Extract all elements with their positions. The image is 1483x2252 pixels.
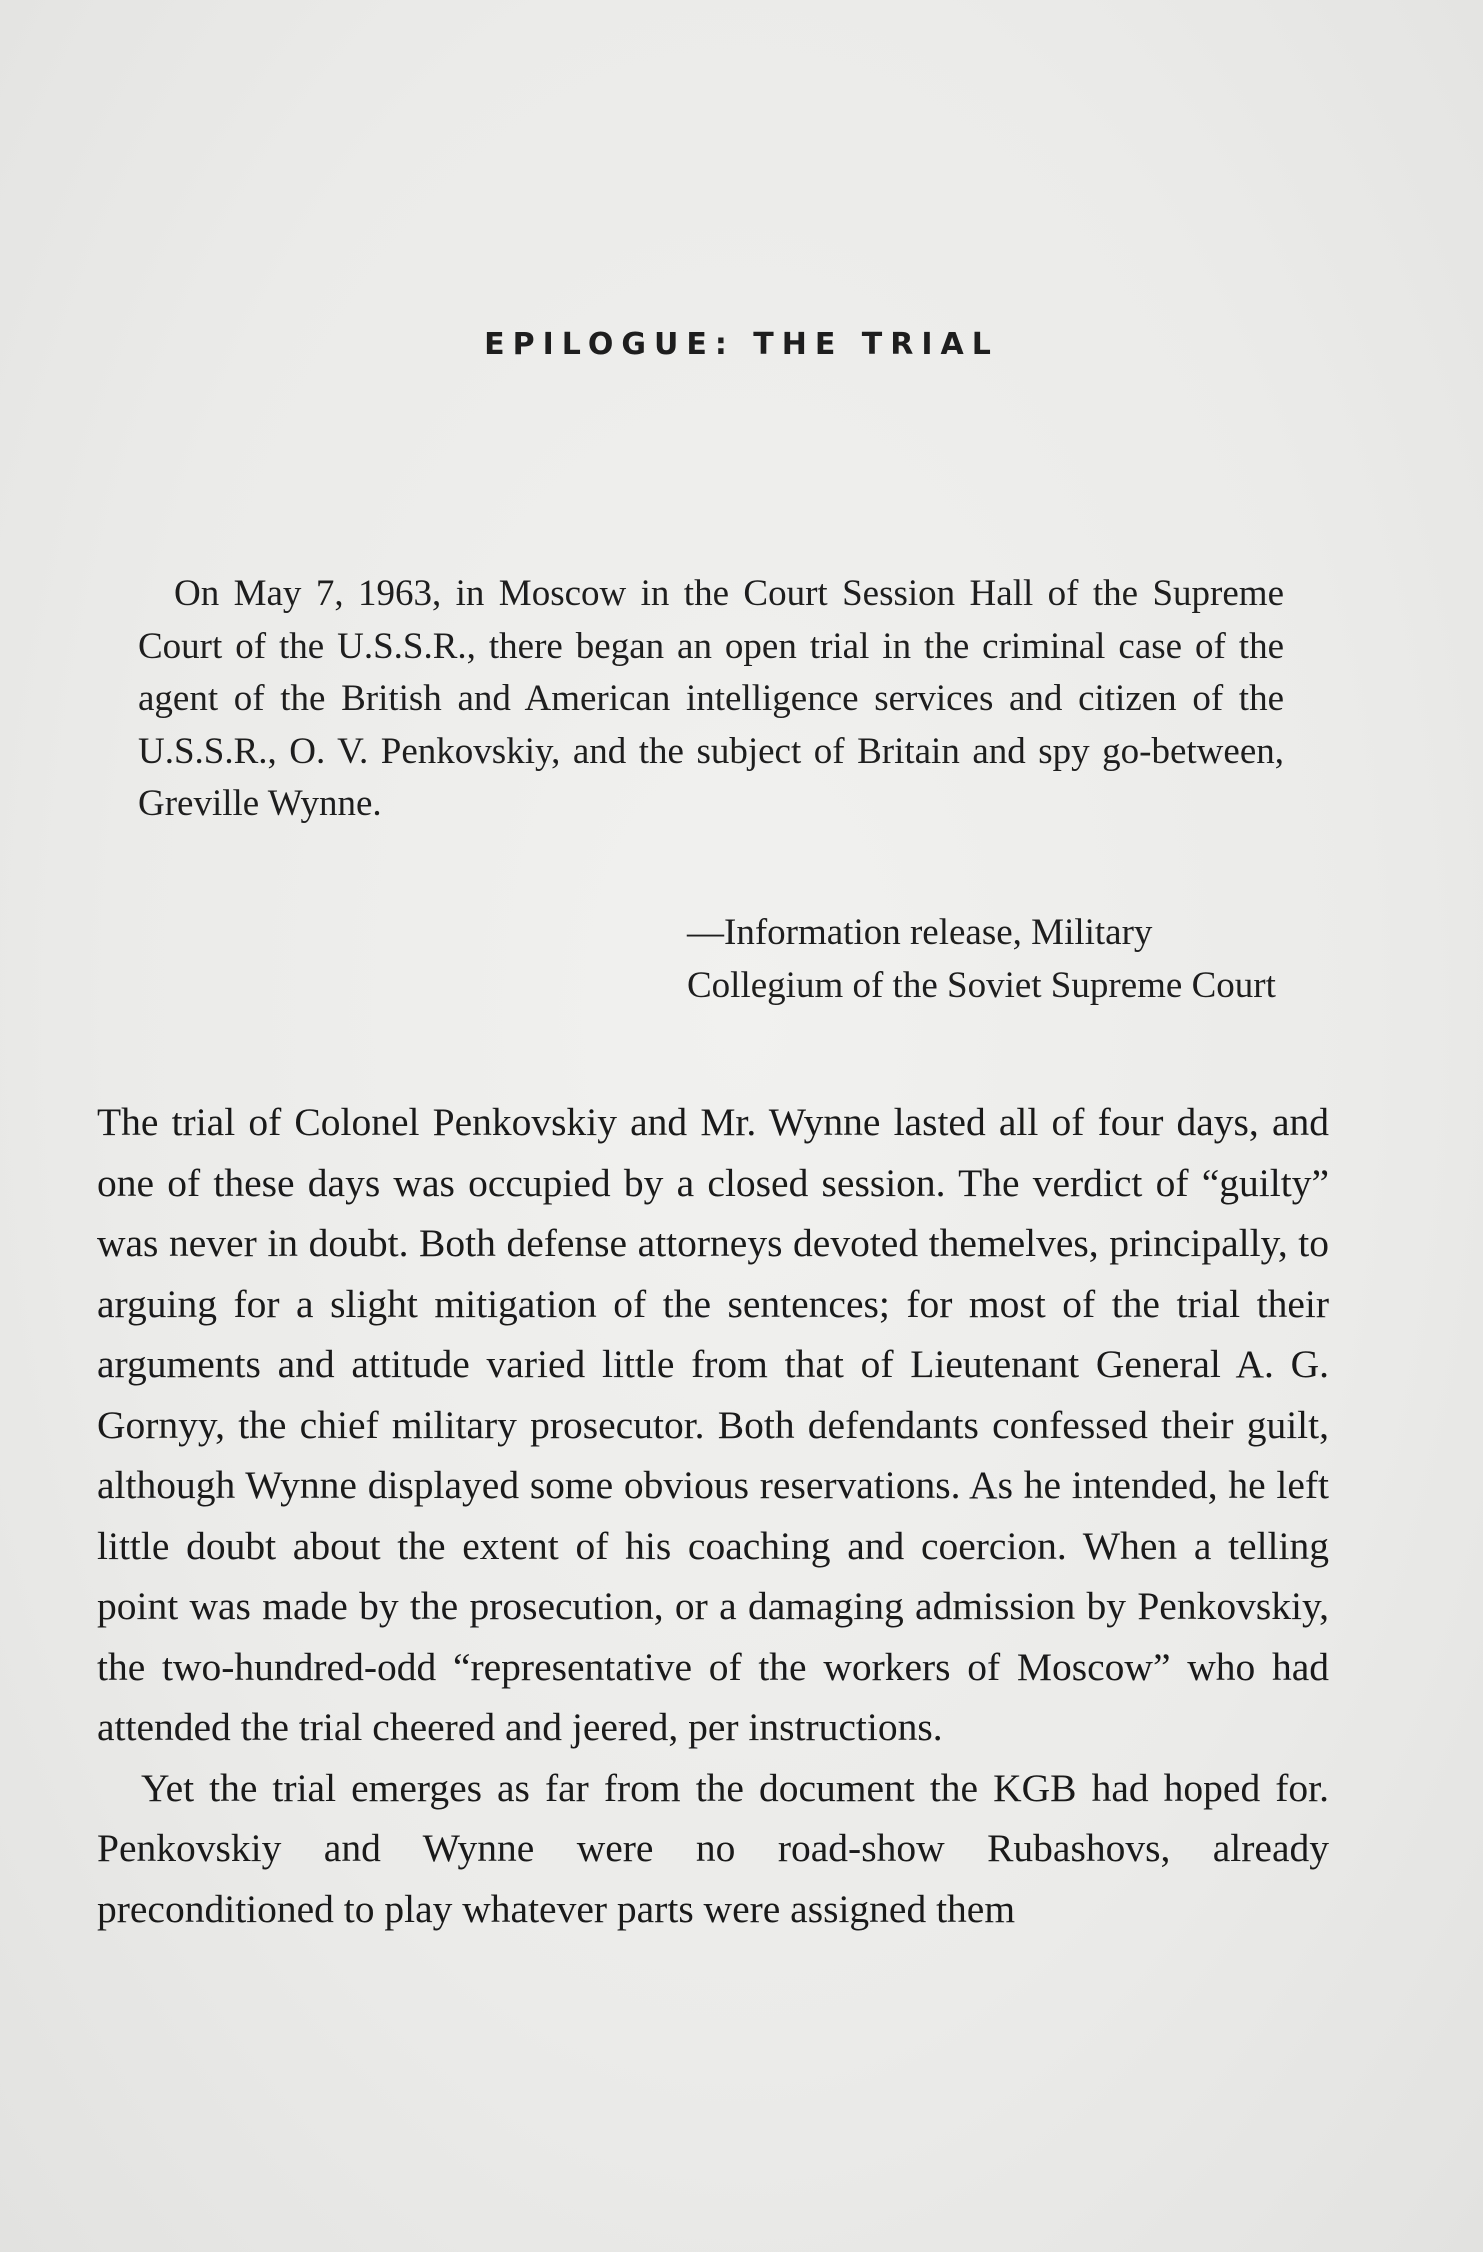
chapter-title: EPILOGUE: THE TRIAL xyxy=(484,327,999,362)
body-text xyxy=(97,1092,1329,1939)
epigraph-attribution: —Information release, Military Collegium of the Soviet Supreme Court xyxy=(687,912,1276,1006)
body-paragraph-1: The trial of Colonel Penkovskiy and Mr. Wynne lasted all of four days, and one of these days was occupied by a closed session. The verdict of “guilty” was never in doubt. Both defense attorneys devoted themelves, principally, to arguing for a slight mitigation of the sentences; for most of the trial their arguments and attitude varied little from that of Lieutenant General A. G. Gornyy, the chief military prosecutor. Both defendants confessed their guilt, although Wynne displayed some obvious reservations. As he intended, he left little doubt about the extent of his coaching and coercion. When a telling point was made by the prosecution, or a damaging admission by Penkovskiy, the two-hundred-odd “representative of the workers of Moscow” who had attended the trial cheered and jeered, per instructions. xyxy=(97,1100,1329,1749)
body-paragraph-2: Yet the trial emerges as far from the document the KGB had hoped for. Penkovskiy and Wynne were no road-show Rubashovs, already preconditioned to play whatever parts were assigned them xyxy=(97,1765,1329,1931)
epigraph xyxy=(138,568,1284,831)
epigraph-text: On May 7, 1963, in Moscow in the Court Session Hall of the Supreme Court of the U.S.S.R., there began an open trial in the criminal case of the agent of the British and American intelligence services and citizen of the U.S.S.R., O. V. Penkovskiy, and the subject of Britain and spy go-between, Greville Wynne. xyxy=(138,573,1284,824)
